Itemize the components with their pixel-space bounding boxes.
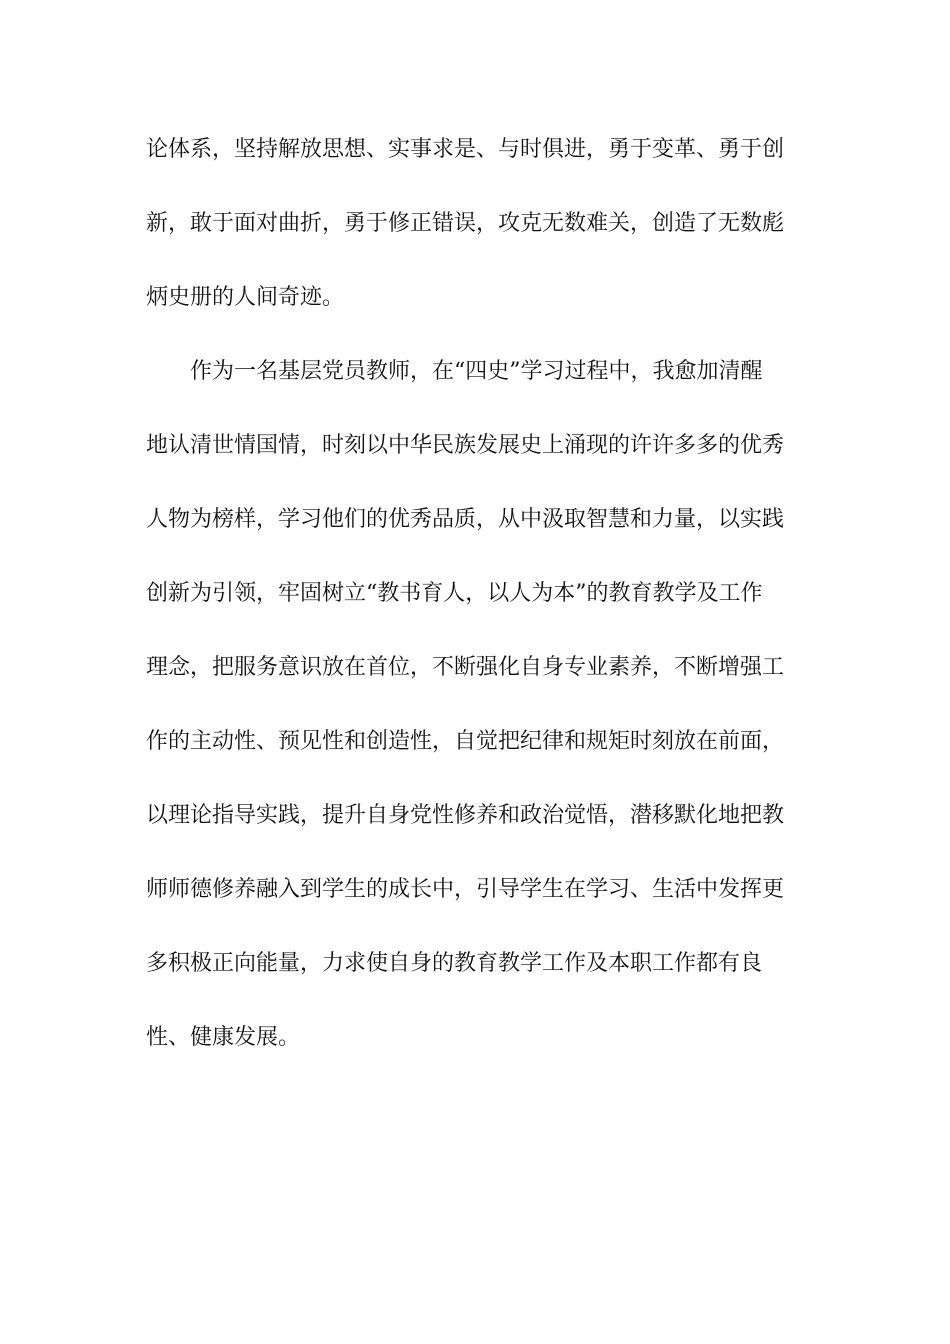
text-line: 多积极正向能量，力求使自身的教育教学工作及本职工作都有良 [146, 951, 763, 976]
text-line: 创新为引领，牢固树立“教书育人，以人为本”的教育教学及工作 [146, 581, 763, 606]
text-line: 新，敢于面对曲折，勇于修正错误，攻克无数难关，创造了无数彪 [146, 211, 785, 236]
text-line: 性、健康发展。 [146, 1025, 301, 1050]
text-line: 论体系，坚持解放思想、实事求是、与时俱进，勇于变革、勇于创 [146, 137, 785, 162]
text-line: 作的主动性、预见性和创造性，自觉把纪律和规矩时刻放在前面， [146, 729, 785, 754]
text-line: 以理论指导实践，提升自身党性修养和政治觉悟，潜移默化地把教 [146, 803, 785, 828]
text-line: 炳史册的人间奇迹。 [146, 285, 345, 310]
text-line: 地认清世情国情，时刻以中华民族发展史上涌现的许许多多的优秀 [146, 433, 785, 458]
paragraph-first-line: 作为一名基层党员教师，在“四史”学习过程中，我愈加清醒 [190, 359, 763, 384]
text-line: 人物为榜样，学习他们的优秀品质，从中汲取智慧和力量，以实践 [146, 507, 785, 532]
text-line: 理念，把服务意识放在首位，不断强化自身专业素养，不断增强工 [146, 655, 785, 680]
text-line: 师师德修养融入到学生的成长中，引导学生在学习、生活中发挥更 [146, 877, 785, 902]
body-text [146, 128, 806, 1090]
